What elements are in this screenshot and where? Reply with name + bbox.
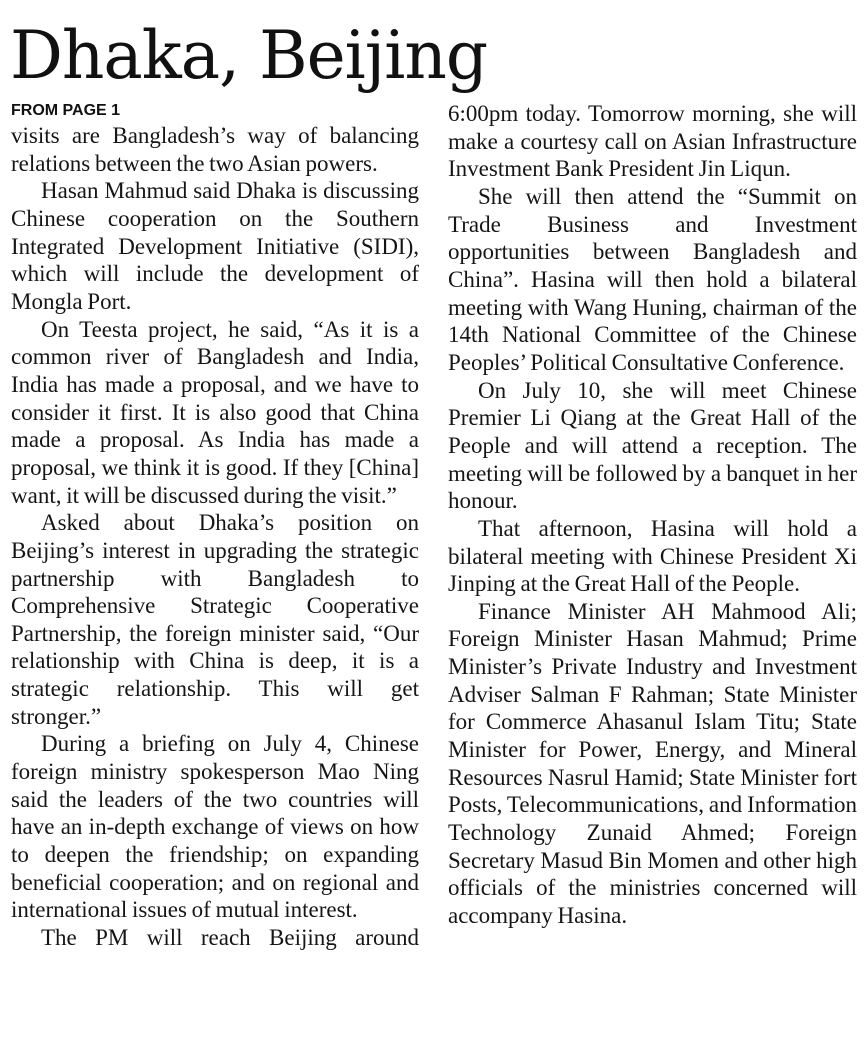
paragraph: 6:00pm today. Tomorrow morning, she will make a courtesy call on Asian Infrastructure Investment Bank President Jin Liqun.: [448, 101, 857, 182]
paragraph: That afternoon, Hasina will hold a bilateral meeting with Chinese President Xi Jinping at the Great Hall of the People.: [448, 515, 857, 597]
paragraph: The PM will reach Beijing around: [41, 925, 419, 951]
paragraph: During a briefing on July 4, Chinese foreign ministry spokesperson Mao Ning said the leaders of the two countries will have an in-depth exchange of views on how to deepen the friendship; on expanding beneficial cooperation; and on regional and international issues of mutual interest.: [11, 731, 419, 923]
article-column-right: [448, 100, 857, 930]
headline: Dhaka, Beijing: [10, 17, 488, 94]
jump-label: FROM PAGE 1: [11, 102, 121, 119]
paragraph: Hasan Mahmud said Dhaka is discussing Chinese cooperation on the Southern Integrated Development Initiative (SIDI), which will include the development of Mongla Port.: [11, 178, 419, 314]
paragraph: Asked about Dhaka’s position on Beijing’s interest in upgrading the strategic partnership with Bangladesh to Comprehensive Strategic Cooperative Partnership, the foreign minister said, “Our relationship with China is deep, it is a strategic relationship. This will get stronger.”: [11, 510, 419, 729]
paragraph: Finance Minister AH Mahmood Ali; Foreign Minister Hasan Mahmud; Prime Minister’s Private Industry and Investment Adviser Salman F Rahman; State Minister for Commerce Ahasanul Islam Titu; State Minister for Power, Energy, and Mineral Resources Nasrul Hamid; State Minister fort Posts, Telecommunications, and Information Technology Zunaid Ahmed; Foreign Secretary Masud Bin Momen and other high officials of the ministries concerned will accompany Hasina.: [448, 598, 857, 929]
article-column-left: [11, 122, 419, 952]
paragraph: She will then attend the “Summit on Trade Business and Investment opportunities between Bangladesh and China”. Hasina will then hold a bilateral meeting with Wang Huning, chairman of the 14th National Committee of the Chinese Peoples’ Political Consultative Conference.: [448, 183, 857, 375]
paragraph: On July 10, she will meet Chinese Premier Li Qiang at the Great Hall of the People and will attend a reception. The meeting will be followed by a banquet in her honour.: [448, 377, 857, 514]
paragraph: On Teesta project, he said, “As it is a common river of Bangladesh and India, India has made a proposal, and we have to consider it first. It is also good that China made a proposal. As India has made a proposal, we think it is good. If they [China] want, it will be discussed during the visit.”: [11, 316, 419, 508]
paragraph: visits are Bangladesh’s way of balancing relations between the two Asian powers.: [11, 123, 419, 176]
